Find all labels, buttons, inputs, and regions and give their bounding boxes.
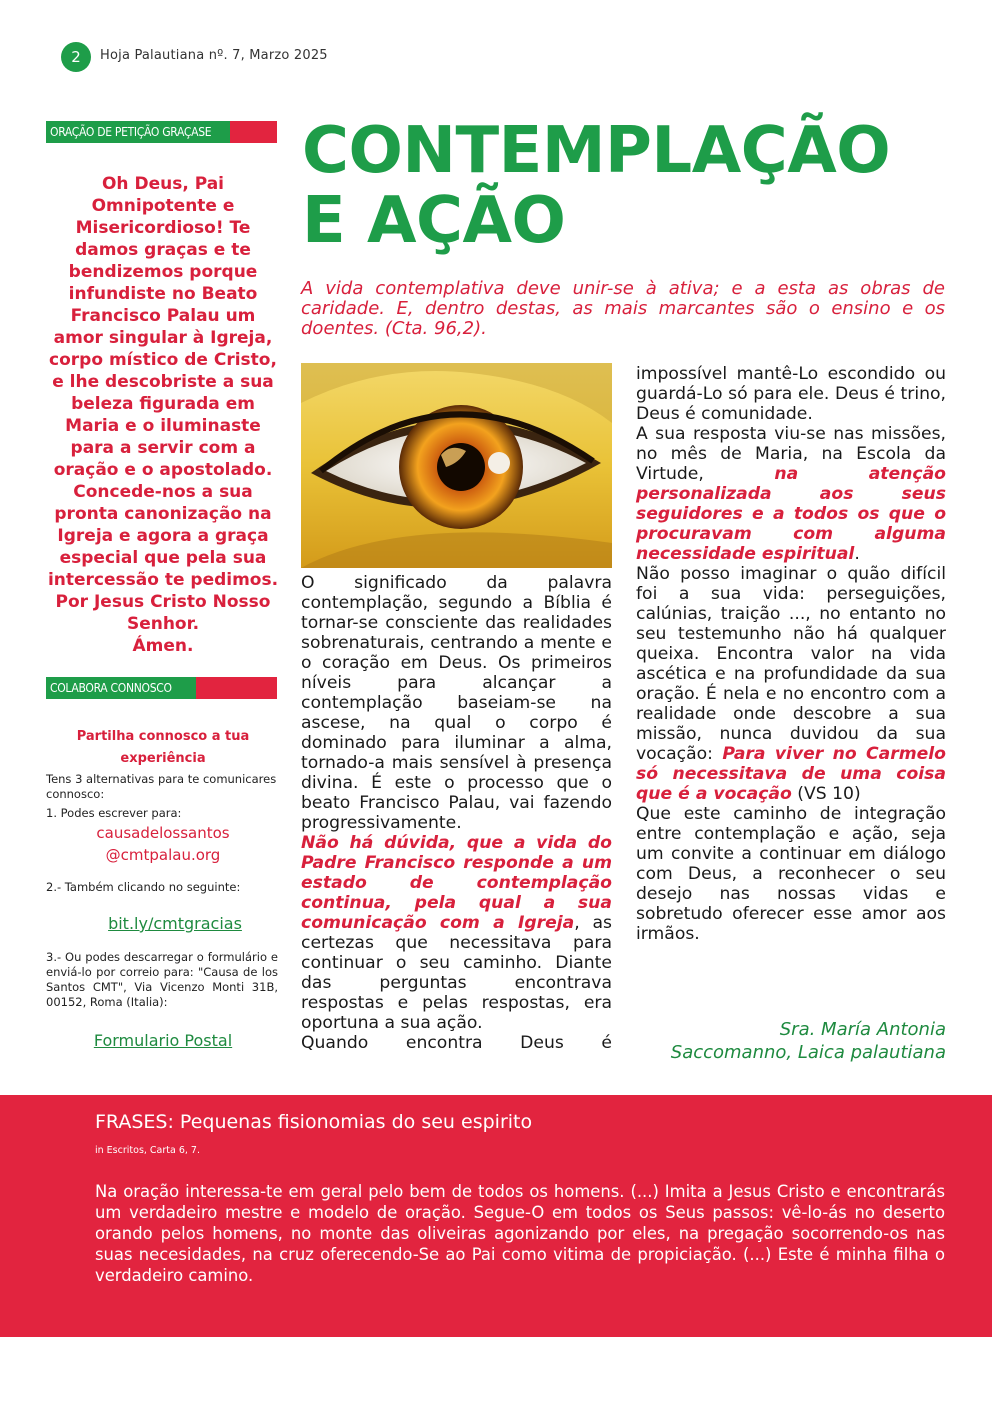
email-link[interactable] — [46, 822, 280, 866]
paragraph-2-emphasis: Não há dúvida, que a vida do Padre Francisco responde a um estado de contemplação continua, pela qual a sua comunicação com a Igreja — [301, 833, 612, 933]
paragraph-2-rest: , as certezas que necessitava para continuar o seu caminho. Diante das perguntas encontrava respostas e pelas respostas, era oportuna a sua ação. — [301, 913, 612, 1033]
article-author — [600, 1018, 946, 1064]
article-lead: A vida contemplativa deve unir-se à ativa; e a esta as obras de caridade. E, dentro destas, as mais marcantes são o ensino e os doentes. (Cta. 96,2). — [301, 278, 945, 339]
frases-title: FRASES: Pequenas fisionomias do seu espirito — [95, 1111, 533, 1133]
collab-option-3: 3.- Ou podes descarregar o formulário e enviá-lo por correio para: "Causa de los Santos CMT", Via Vicenzo Monti 31B, 00152, Roma (Italia): — [46, 950, 278, 1009]
collab-title: Partilha connosco a tua experiência — [76, 729, 250, 766]
prayer-text-block — [46, 173, 280, 657]
email-line-1: causadelossantos — [96, 824, 230, 842]
title-line-2: E AÇÃO — [302, 184, 566, 258]
article-column-left — [301, 573, 612, 1053]
paragraph-5-emphasis: Para viver no Carmelo só necessitava de uma coisa que é a vocação — [636, 744, 946, 804]
collab-option-1: 1. Podes escrever para: — [46, 806, 182, 820]
gracias-link[interactable]: bit.ly/cmtgracias — [108, 914, 242, 933]
paragraph-4 — [636, 424, 946, 564]
collab-intro: Tens 3 alternativas para te comunicares connosco: — [46, 772, 277, 801]
postal-form-link[interactable]: Formulario Postal — [93, 1031, 233, 1050]
bar-red-accent — [196, 677, 277, 699]
paragraph-3-start: Quando encontra Deus é — [301, 1033, 612, 1053]
frases-quote: Na oração interessa-te em geral pelo bem de todos os homens. (...) Imita a Jesus Cristo e encontrarás um verdadeiro mestre e modelo de oração. Segue-O em todos os Seus passos: vê-lo-ás no deserto orando pelos homens, no monte das oliveiras agonizando por eles, na pregação socorrendo-os nas suas necesidades, na cruz oferecendo-Se ao Pai como vitima de propiciação. (...) Este é minha filha o verdadeiro camino. — [95, 1182, 945, 1285]
paragraph-5-ref: (VS 10) — [791, 784, 861, 804]
title-line-1: CONTEMPLAÇÃO — [302, 114, 891, 188]
eye-painting-image — [301, 363, 612, 568]
collab-section-bar — [46, 677, 277, 699]
prayer-section-label: ORAÇÃO DE PETIÇÃO GRAÇASE — [46, 121, 230, 143]
collab-option-2: 2.- Também clicando no seguinte: — [46, 880, 241, 894]
paragraph-5-text: Não posso imaginar o quão difícil foi a sua vida: perseguições, calúnias, traição ..., no entanto no seu testemunho não há qualquer queixa. Encontra valor na vida ascética e na profundidade da sua oração. É nela e no encontro com a realidade onde descobre a sua missão, nunca duvidou da sua vocação: — [636, 564, 946, 764]
prayer-amen: Ámen. — [132, 636, 194, 656]
article-column-right — [636, 364, 946, 944]
publication-header: Hoja Palautiana nº. 7, Marzo 2025 — [100, 48, 328, 63]
bar-red-accent — [230, 121, 277, 143]
paragraph-5 — [636, 564, 946, 804]
paragraph-4-emphasis: na atenção personalizada aos seus seguidores e a todos os que o procuravam com alguma necessidade espiritual — [636, 464, 946, 564]
paragraph-6: Que este caminho de integração entre contemplação e ação, seja um convite a continuar em diálogo com Deus, a reconhecer o seu desejo nas nossas vidas e sobretudo oferecer esse amor aos irmãos. — [636, 804, 946, 944]
paragraph-4-end: . — [854, 544, 860, 564]
email-line-2: @cmtpalau.org — [105, 846, 221, 864]
paragraph-2 — [301, 833, 612, 1033]
paragraph-3-continued: impossível mantê-Lo escondido ou guardá-Lo só para ele. Deus é trino, Deus é comunidade. — [636, 364, 946, 424]
collab-section-label: COLABORA CONNOSCO — [46, 677, 196, 699]
frases-source: in Escritos, Carta 6, 7. — [95, 1145, 201, 1156]
eye-painting-icon — [301, 363, 612, 568]
author-line-2: Saccomanno, Laica palautiana — [670, 1042, 946, 1063]
article-title — [302, 116, 952, 256]
page-number-badge: 2 — [61, 42, 91, 72]
prayer-text: Oh Deus, Pai Omnipotente e Misericordioso! Te damos graças e te bendizemos porque infundiste no Beato Francisco Palau um amor singular à Igreja, corpo místico de Cristo, e lhe descobriste a sua beleza figurada em Maria e o iluminaste para a servir com a oração e o apostolado. Concede-nos a sua pronta canonização na Igreja e agora a graça especial que pela sua intercessão te pedimos. Por Jesus Cristo Nosso Senhor. — [47, 174, 279, 634]
author-line-1: Sra. María Antonia — [779, 1019, 946, 1040]
paragraph-4-start: A sua resposta viu-se nas missões, no mês de Maria, na Escola da Virtude, — [636, 424, 946, 484]
prayer-section-bar — [46, 121, 277, 143]
paragraph-1: O significado da palavra contemplação, segundo a Bíblia é tornar-se consciente das realidades sobrenaturais, centrando a mente e o coração em Deus. Os primeiros níveis para alcançar a contemplação baseiam-se na ascese, na qual o corpo é dominado para iluminar a alma, tornado-a mais sensível à presença divina. É este o processo que o beato Francisco Palau, vai fazendo progressivamente. — [301, 573, 612, 833]
